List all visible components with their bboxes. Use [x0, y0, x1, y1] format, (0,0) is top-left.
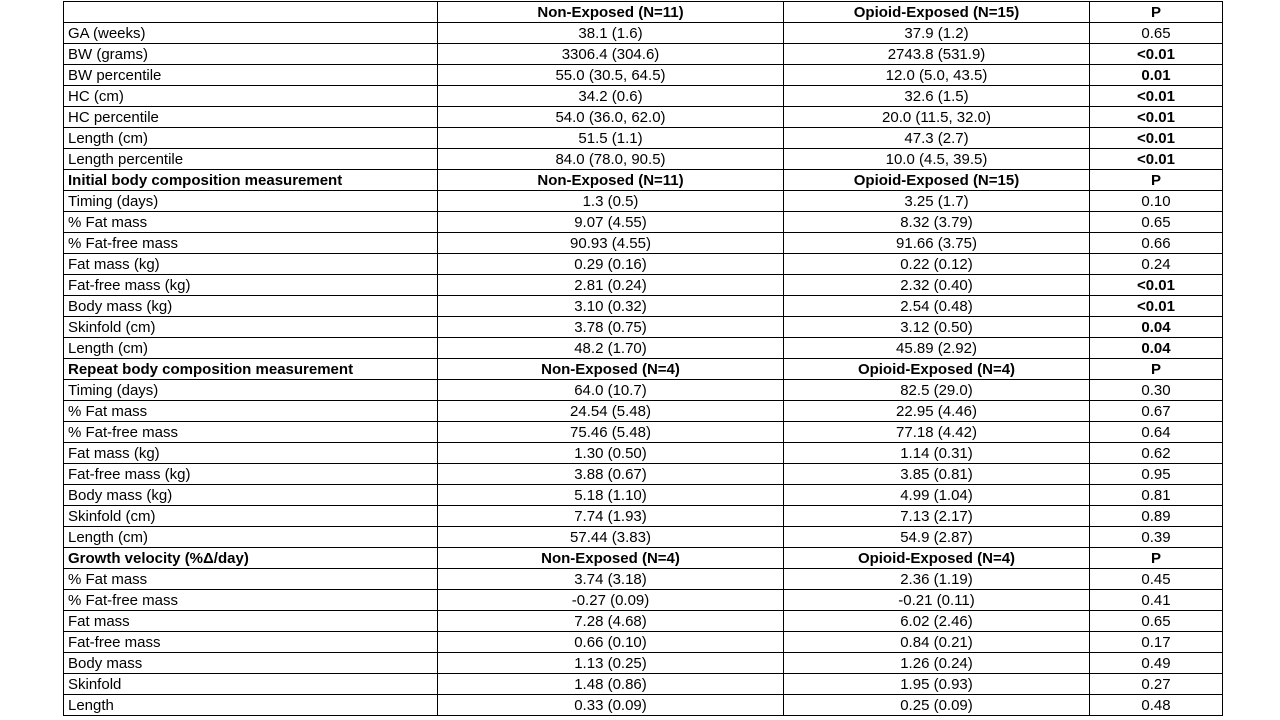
p-value-cell: 0.39	[1090, 527, 1223, 548]
opioid-exposed-value-cell: 10.0 (4.5, 39.5)	[784, 149, 1090, 170]
non-exposed-value-cell: 0.33 (0.09)	[438, 695, 784, 716]
opioid-exposed-value-cell: 54.9 (2.87)	[784, 527, 1090, 548]
row-label-cell: Timing (days)	[64, 380, 438, 401]
opioid-exposed-value-cell: 37.9 (1.2)	[784, 23, 1090, 44]
table-row	[64, 233, 1223, 254]
opioid-exposed-value-cell: 91.66 (3.75)	[784, 233, 1090, 254]
opioid-exposed-value-cell: 20.0 (11.5, 32.0)	[784, 107, 1090, 128]
opioid-exposed-value-cell: 77.18 (4.42)	[784, 422, 1090, 443]
p-value-cell: 0.64	[1090, 422, 1223, 443]
non-exposed-value-cell: 0.29 (0.16)	[438, 254, 784, 275]
section-header-row	[64, 359, 1223, 380]
non-exposed-value-cell: 75.46 (5.48)	[438, 422, 784, 443]
non-exposed-value-cell: 1.48 (0.86)	[438, 674, 784, 695]
opioid-exposed-value-cell: 1.14 (0.31)	[784, 443, 1090, 464]
opioid-exposed-value-cell: 12.0 (5.0, 43.5)	[784, 65, 1090, 86]
table-row	[64, 632, 1223, 653]
table-row	[64, 653, 1223, 674]
non-exposed-value-cell: 90.93 (4.55)	[438, 233, 784, 254]
row-label-cell: % Fat-free mass	[64, 233, 438, 254]
opioid-exposed-value-cell: 0.25 (0.09)	[784, 695, 1090, 716]
non-exposed-value-cell: 3306.4 (304.6)	[438, 44, 784, 65]
table-row	[64, 527, 1223, 548]
table-row	[64, 464, 1223, 485]
row-label-cell: % Fat-free mass	[64, 422, 438, 443]
table-row	[64, 569, 1223, 590]
opioid-exposed-value-cell: 4.99 (1.04)	[784, 485, 1090, 506]
table-row	[64, 65, 1223, 86]
p-value-cell: 0.65	[1090, 611, 1223, 632]
opioid-exposed-value-cell: 47.3 (2.7)	[784, 128, 1090, 149]
table-row	[64, 401, 1223, 422]
non-exposed-value-cell: 0.66 (0.10)	[438, 632, 784, 653]
p-value-cell: 0.66	[1090, 233, 1223, 254]
non-exposed-value-cell: 48.2 (1.70)	[438, 338, 784, 359]
p-value-cell: 0.41	[1090, 590, 1223, 611]
table-row	[64, 485, 1223, 506]
table-row	[64, 149, 1223, 170]
table-row	[64, 380, 1223, 401]
opioid-exposed-value-cell: 0.84 (0.21)	[784, 632, 1090, 653]
non-exposed-value-cell: 51.5 (1.1)	[438, 128, 784, 149]
p-value-cell: 0.49	[1090, 653, 1223, 674]
non-exposed-value-cell: 1.30 (0.50)	[438, 443, 784, 464]
row-label-cell: % Fat mass	[64, 569, 438, 590]
row-label-cell: Length percentile	[64, 149, 438, 170]
p-value-cell: 0.30	[1090, 380, 1223, 401]
non-exposed-value-cell: 3.78 (0.75)	[438, 317, 784, 338]
table-row	[64, 422, 1223, 443]
opioid-exposed-value-cell: 22.95 (4.46)	[784, 401, 1090, 422]
row-label-cell: Fat mass	[64, 611, 438, 632]
opioid-exposed-value-cell: 2.36 (1.19)	[784, 569, 1090, 590]
table-row	[64, 506, 1223, 527]
table-row	[64, 23, 1223, 44]
section-title-cell: Initial body composition measurement	[64, 170, 438, 191]
table-row	[64, 275, 1223, 296]
section-header-row	[64, 548, 1223, 569]
column-header-p: P	[1090, 359, 1223, 380]
row-label-cell: Length	[64, 695, 438, 716]
p-value-cell: 0.04	[1090, 317, 1223, 338]
opioid-exposed-value-cell: 0.22 (0.12)	[784, 254, 1090, 275]
table-row	[64, 254, 1223, 275]
column-header-non-exposed: Non-Exposed (N=11)	[438, 170, 784, 191]
table-row	[64, 443, 1223, 464]
section-title-cell: Repeat body composition measurement	[64, 359, 438, 380]
opioid-exposed-value-cell: 2.54 (0.48)	[784, 296, 1090, 317]
opioid-exposed-value-cell: 3.12 (0.50)	[784, 317, 1090, 338]
non-exposed-value-cell: 57.44 (3.83)	[438, 527, 784, 548]
row-label-cell: Length (cm)	[64, 338, 438, 359]
section-header-row	[64, 2, 1223, 23]
row-label-cell: Fat-free mass (kg)	[64, 464, 438, 485]
table-row	[64, 191, 1223, 212]
row-label-cell: % Fat mass	[64, 212, 438, 233]
p-value-cell: 0.65	[1090, 212, 1223, 233]
non-exposed-value-cell: -0.27 (0.09)	[438, 590, 784, 611]
non-exposed-value-cell: 38.1 (1.6)	[438, 23, 784, 44]
row-label-cell: Skinfold	[64, 674, 438, 695]
table-body	[64, 2, 1223, 716]
non-exposed-value-cell: 3.10 (0.32)	[438, 296, 784, 317]
p-value-cell: 0.65	[1090, 23, 1223, 44]
column-header-opioid-exposed: Opioid-Exposed (N=4)	[784, 548, 1090, 569]
row-label-cell: % Fat mass	[64, 401, 438, 422]
non-exposed-value-cell: 3.88 (0.67)	[438, 464, 784, 485]
p-value-cell: <0.01	[1090, 107, 1223, 128]
opioid-exposed-value-cell: 45.89 (2.92)	[784, 338, 1090, 359]
p-value-cell: <0.01	[1090, 275, 1223, 296]
p-value-cell: 0.89	[1090, 506, 1223, 527]
non-exposed-value-cell: 1.13 (0.25)	[438, 653, 784, 674]
opioid-exposed-value-cell: 1.26 (0.24)	[784, 653, 1090, 674]
section-title-cell	[64, 2, 438, 23]
p-value-cell: 0.27	[1090, 674, 1223, 695]
row-label-cell: Length (cm)	[64, 527, 438, 548]
opioid-exposed-value-cell: 7.13 (2.17)	[784, 506, 1090, 527]
non-exposed-value-cell: 24.54 (5.48)	[438, 401, 784, 422]
table-row	[64, 44, 1223, 65]
row-label-cell: Fat mass (kg)	[64, 254, 438, 275]
table-row	[64, 128, 1223, 149]
table-row	[64, 86, 1223, 107]
section-header-row	[64, 170, 1223, 191]
table-row	[64, 590, 1223, 611]
row-label-cell: Skinfold (cm)	[64, 506, 438, 527]
row-label-cell: Fat-free mass (kg)	[64, 275, 438, 296]
column-header-opioid-exposed: Opioid-Exposed (N=15)	[784, 170, 1090, 191]
opioid-exposed-value-cell: 82.5 (29.0)	[784, 380, 1090, 401]
opioid-exposed-value-cell: 32.6 (1.5)	[784, 86, 1090, 107]
row-label-cell: Body mass (kg)	[64, 296, 438, 317]
non-exposed-value-cell: 5.18 (1.10)	[438, 485, 784, 506]
section-title-cell: Growth velocity (%Δ/day)	[64, 548, 438, 569]
row-label-cell: GA (weeks)	[64, 23, 438, 44]
non-exposed-value-cell: 9.07 (4.55)	[438, 212, 784, 233]
column-header-non-exposed: Non-Exposed (N=4)	[438, 548, 784, 569]
p-value-cell: 0.81	[1090, 485, 1223, 506]
row-label-cell: Body mass	[64, 653, 438, 674]
table-row	[64, 212, 1223, 233]
table-row	[64, 317, 1223, 338]
row-label-cell: Body mass (kg)	[64, 485, 438, 506]
row-label-cell: Length (cm)	[64, 128, 438, 149]
opioid-exposed-value-cell: 3.25 (1.7)	[784, 191, 1090, 212]
non-exposed-value-cell: 34.2 (0.6)	[438, 86, 784, 107]
p-value-cell: <0.01	[1090, 44, 1223, 65]
opioid-exposed-value-cell: 2.32 (0.40)	[784, 275, 1090, 296]
p-value-cell: 0.45	[1090, 569, 1223, 590]
non-exposed-value-cell: 64.0 (10.7)	[438, 380, 784, 401]
p-value-cell: 0.01	[1090, 65, 1223, 86]
opioid-exposed-value-cell: 8.32 (3.79)	[784, 212, 1090, 233]
non-exposed-value-cell: 7.28 (4.68)	[438, 611, 784, 632]
column-header-p: P	[1090, 2, 1223, 23]
p-value-cell: <0.01	[1090, 149, 1223, 170]
row-label-cell: Skinfold (cm)	[64, 317, 438, 338]
non-exposed-value-cell: 7.74 (1.93)	[438, 506, 784, 527]
p-value-cell: 0.10	[1090, 191, 1223, 212]
non-exposed-value-cell: 1.3 (0.5)	[438, 191, 784, 212]
p-value-cell: <0.01	[1090, 296, 1223, 317]
row-label-cell: HC percentile	[64, 107, 438, 128]
p-value-cell: <0.01	[1090, 86, 1223, 107]
row-label-cell: HC (cm)	[64, 86, 438, 107]
table-row	[64, 611, 1223, 632]
table-row	[64, 107, 1223, 128]
p-value-cell: <0.01	[1090, 128, 1223, 149]
opioid-exposed-value-cell: 3.85 (0.81)	[784, 464, 1090, 485]
row-label-cell: Fat mass (kg)	[64, 443, 438, 464]
table-row	[64, 338, 1223, 359]
opioid-exposed-value-cell: -0.21 (0.11)	[784, 590, 1090, 611]
row-label-cell: Fat-free mass	[64, 632, 438, 653]
table-row	[64, 674, 1223, 695]
non-exposed-value-cell: 3.74 (3.18)	[438, 569, 784, 590]
p-value-cell: 0.04	[1090, 338, 1223, 359]
p-value-cell: 0.62	[1090, 443, 1223, 464]
data-table	[63, 1, 1223, 716]
column-header-opioid-exposed: Opioid-Exposed (N=4)	[784, 359, 1090, 380]
non-exposed-value-cell: 2.81 (0.24)	[438, 275, 784, 296]
table-row	[64, 695, 1223, 716]
row-label-cell: BW (grams)	[64, 44, 438, 65]
non-exposed-value-cell: 55.0 (30.5, 64.5)	[438, 65, 784, 86]
p-value-cell: 0.48	[1090, 695, 1223, 716]
non-exposed-value-cell: 84.0 (78.0, 90.5)	[438, 149, 784, 170]
row-label-cell: Timing (days)	[64, 191, 438, 212]
column-header-non-exposed: Non-Exposed (N=11)	[438, 2, 784, 23]
column-header-non-exposed: Non-Exposed (N=4)	[438, 359, 784, 380]
column-header-opioid-exposed: Opioid-Exposed (N=15)	[784, 2, 1090, 23]
p-value-cell: 0.17	[1090, 632, 1223, 653]
non-exposed-value-cell: 54.0 (36.0, 62.0)	[438, 107, 784, 128]
opioid-exposed-value-cell: 2743.8 (531.9)	[784, 44, 1090, 65]
row-label-cell: % Fat-free mass	[64, 590, 438, 611]
opioid-exposed-value-cell: 1.95 (0.93)	[784, 674, 1090, 695]
p-value-cell: 0.24	[1090, 254, 1223, 275]
row-label-cell: BW percentile	[64, 65, 438, 86]
p-value-cell: 0.67	[1090, 401, 1223, 422]
table-row	[64, 296, 1223, 317]
p-value-cell: 0.95	[1090, 464, 1223, 485]
opioid-exposed-value-cell: 6.02 (2.46)	[784, 611, 1090, 632]
column-header-p: P	[1090, 548, 1223, 569]
column-header-p: P	[1090, 170, 1223, 191]
